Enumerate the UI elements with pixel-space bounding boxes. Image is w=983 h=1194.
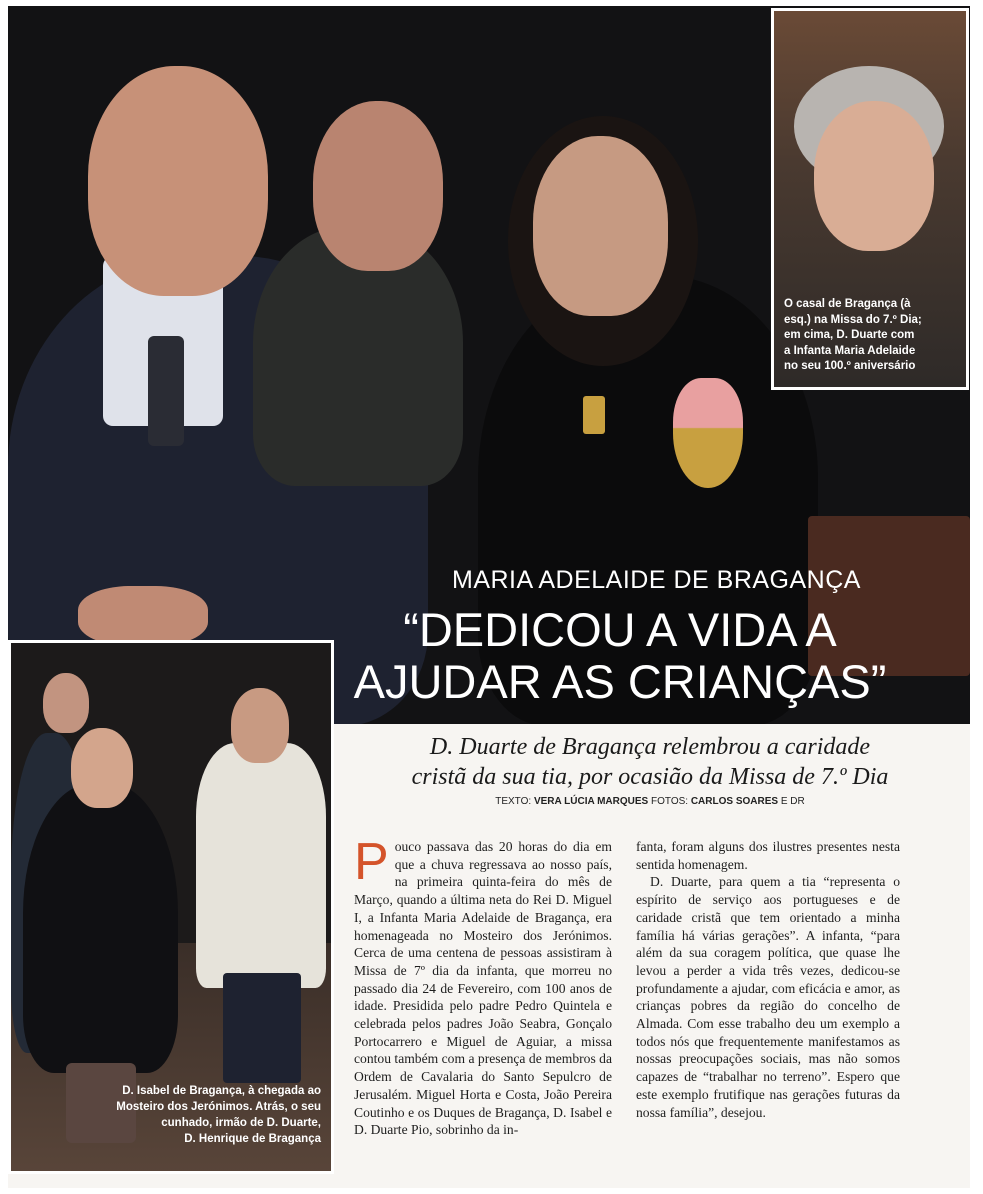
man-left-head <box>88 66 268 296</box>
woman-head <box>533 136 668 316</box>
ribbon-medal <box>673 378 743 488</box>
caption-line: esq.) na Missa do 7.º Dia; <box>784 313 922 326</box>
drop-cap: P <box>354 833 389 891</box>
inset-photo-bottom <box>8 640 334 1174</box>
article-kicker: MARIA ADELAIDE DE BRAGANÇA <box>452 566 861 594</box>
article-title <box>340 604 900 708</box>
caption-line: D. Isabel de Bragança, à chegada ao <box>122 1085 321 1097</box>
credit-text-label: TEXTO: <box>495 796 532 807</box>
caption-line: a Infanta Maria Adelaide <box>784 344 916 357</box>
elderly-woman-face <box>814 101 934 251</box>
man-middle-head <box>313 101 443 271</box>
paragraph: D. Duarte, para quem a tia “representa o espírito de serviço aos portugueses e de caridade cristã que tem orientado a minha família há várias gerações”. A infanta, “para além da sua coragem política, que quase lhe levou a perder a vida três vezes, dedicou-se profundamente a ajudar, com eficácia e amor, as crianças pobres da região do concelho de Almada. Com esse trabalho deu um exemplo a todos nós que frequentemente manifestamos as nossas preocupações sociais, mas não somos capazes de “trabalhar no terreno”. Espero que este exemplo frutifique nas gerações futuras da nossa família”, desejou. <box>636 874 900 1120</box>
pendant-cross <box>583 396 605 434</box>
woman-black-dress <box>23 783 178 1073</box>
article-credits <box>340 796 960 807</box>
caption-line: O casal de Bragança (à <box>784 298 911 310</box>
subtitle-line-2: cristã da sua tia, por ocasião da Missa de 7.º Dia <box>411 764 889 790</box>
tie <box>148 336 184 446</box>
credit-photo-label: FOTOS: <box>651 796 689 807</box>
caption-line: no seu 100.º aniversário <box>784 360 916 372</box>
credit-text-name: VERA LÚCIA MARQUES <box>533 796 649 807</box>
caption-line: Mosteiro dos Jerónimos. Atrás, o seu <box>116 1101 321 1113</box>
article-subtitle <box>340 732 960 792</box>
caption-line: cunhado, irmão de D. Duarte, <box>161 1117 321 1129</box>
caption-line: D. Henrique de Bragança <box>184 1133 321 1145</box>
credit-photo-name: CARLOS SOARES <box>690 796 779 807</box>
article-column-2 <box>636 838 900 1121</box>
article-column-1 <box>354 833 612 1139</box>
man-white-coat <box>196 743 326 988</box>
caption-line: em cima, D. Duarte com <box>784 329 915 341</box>
title-line-1: “DEDICOU A VIDA A <box>403 603 837 656</box>
hand <box>78 586 208 646</box>
man-white-coat-head <box>231 688 289 763</box>
paragraph: ouco passava das 20 horas do dia em que a chuva regressava ao nosso país, na primeira quinta-feira do mês de Março, quando a última neta do Rei D. Miguel I, a Infanta Maria Adelaide de Bragança, era homenageada no Mosteiro dos Jerónimos. Cerca de uma centena de pessoas assistiram à Missa de 7º dia da infanta, que morreu no passado dia 24 de Fevereiro, com 100 anos de idade. Presidida pelo padre Pedro Quintela e celebrada pelos padres João Seabra, Gonçalo Portocarrero e Miguel de Aguiar, a missa contou também com a presença de membros da Ordem de Cavalaria do Santo Sepulcro de Jerusalém. Miguel Horta e Costa, João Pereira Coutinho e os Duques de Bragança, D. Isabel e D. Duarte Pio, sobrinho da in- <box>354 839 612 1138</box>
inset-photo-top <box>771 8 969 390</box>
woman-inset-head <box>71 728 133 808</box>
man-trousers <box>223 973 301 1083</box>
caption-bottom-left <box>116 1083 321 1147</box>
title-line-2: AJUDAR AS CRIANÇAS” <box>353 655 887 708</box>
credit-photo-extra: E DR <box>780 796 805 807</box>
caption-top-right <box>784 297 922 375</box>
man-background-head <box>43 673 89 733</box>
paragraph: fanta, foram alguns dos ilustres presentes nesta sentida homenagem. <box>636 839 900 872</box>
subtitle-line-1: D. Duarte de Bragança relembrou a caridade <box>429 734 871 760</box>
